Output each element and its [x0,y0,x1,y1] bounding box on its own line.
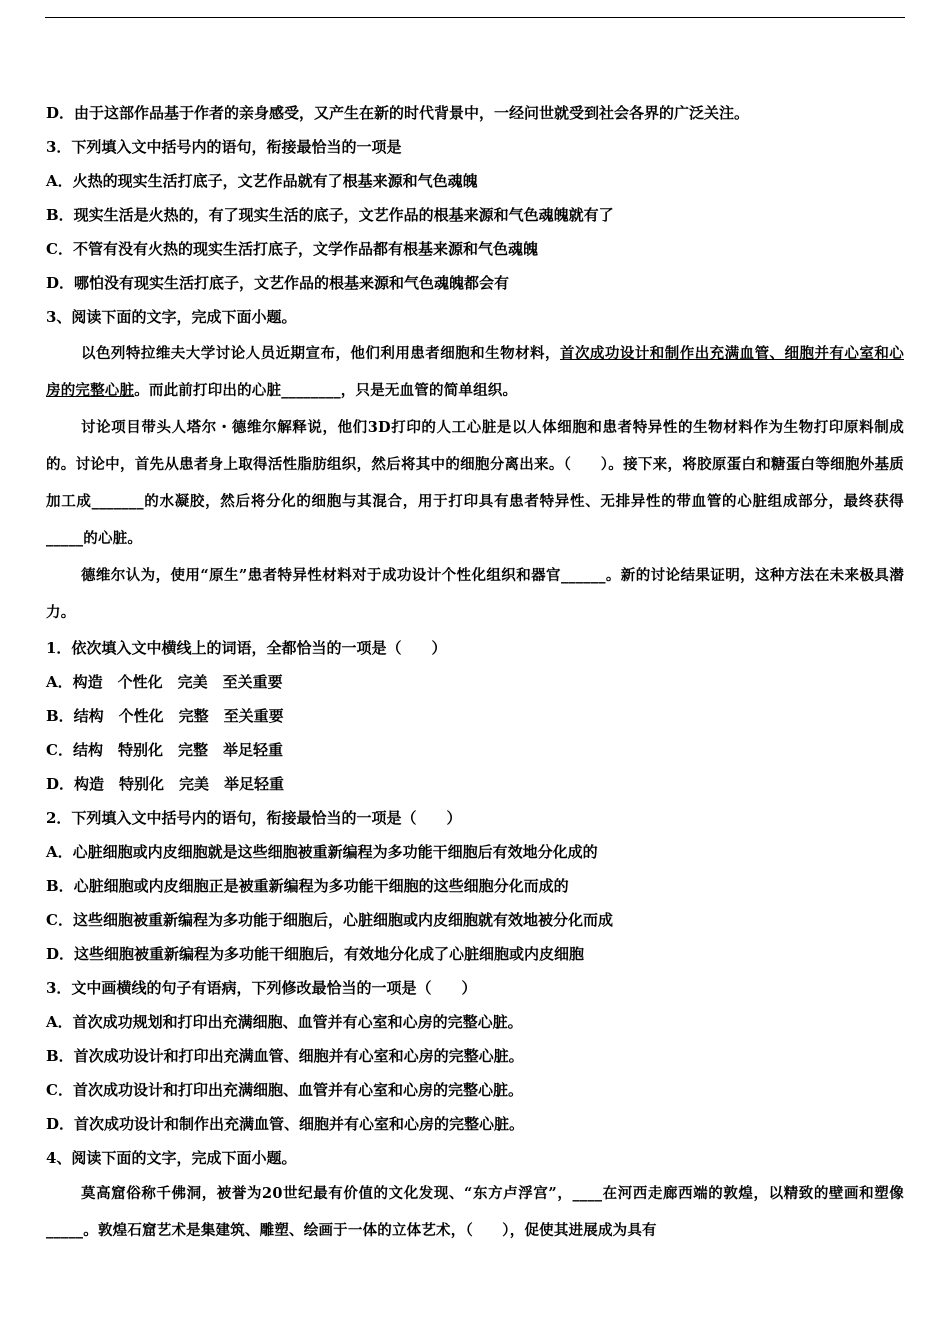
q3-option-c: C．首次成功设计和打印出充满细胞、血管并有心室和心房的完整心脏。 [46,1081,523,1099]
q1-stem: 1．依次填入文中横线上的词语，全都恰当的一项是（ ） [46,639,447,657]
q2-stem: 2．下列填入文中括号内的语句，衔接最恰当的一项是（ ） [46,809,462,827]
q3-stem: 3．文中画横线的句子有语病，下列修改最恰当的一项是（ ） [46,979,477,997]
q1-option-b: B．结构 个性化 完整 至关重要 [46,707,284,725]
option-b: B．现实生活是火热的，有了现实生活的底子，文艺作品的根基来源和气色魂魄就有了 [46,206,614,224]
q3-option-b: B．首次成功设计和打印出充满血管、细胞并有心室和心房的完整心脏。 [46,1047,524,1065]
q3-option-a: A．首次成功规划和打印出充满细胞、血管并有心室和心房的完整心脏。 [46,1013,523,1031]
question-3-stem: 3．下列填入文中括号内的语句，衔接最恰当的一项是 [46,138,402,156]
underlined-sentence: 首次成功设计和制作出充满血管、细胞并有心室和心房的完整心脏 [46,345,904,399]
passage-4 [46,1175,904,1249]
q2-option-a: A．心脏细胞或内皮细胞就是这些细胞被重新编程为多功能干细胞后有效地分化成的 [46,843,598,861]
option-a: A．火热的现实生活打底子，文艺作品就有了根基来源和气色魂魄 [46,172,478,190]
passage-3-paragraph-2: 讨论项目带头人塔尔・德维尔解释说，他们3D打印的人工心脏是以人体细胞和患者特异性的生物材料作为生物打印原料制成的。讨论中，首先从患者身上取得活性脂肪组织，然后将其中的细胞分离出来。（ ）。接下来，将胶原蛋白和糖蛋白等细胞外基质加工成_______的水凝胶，然后将分化的细胞与其混合，用于打印具有患者特异性、无排异性的带血管的心脏组成部分，最终获得_____的心脏。 [46,419,904,547]
option-d-prev: D．由于这部作品基于作者的亲身感受，又产生在新的时代背景中，一经问世就受到社会各界的广泛关注。 [46,104,750,122]
passage-4-paragraph-1: 莫高窟俗称千佛洞，被誉为20世纪最有价值的文化发现、“东方卢浮宫”，____在河西走廊西端的敦煌，以精致的壁画和塑像 _____。敦煌石窟艺术是集建筑、雕塑、绘画于一体的立体艺术，（ ），促使其进展成为具有 [46,1185,904,1239]
q1-option-d: D．构造 特别化 完美 举足轻重 [46,775,285,793]
document-body [46,96,904,1249]
q2-option-c: C．这些细胞被重新编程为多功能于细胞后，心脏细胞或内皮细胞就有效地被分化而成 [46,911,613,929]
option-d: D．哪怕没有现实生活打底子，文艺作品的根基来源和气色魂魄都会有 [46,274,510,292]
q1-option-c: C．结构 特别化 完整 举足轻重 [46,741,283,759]
section-4-heading: 4、阅读下面的文字，完成下面小题。 [46,1149,297,1167]
q2-option-b: B．心脏细胞或内皮细胞正是被重新编程为多功能干细胞的这些细胞分化而成的 [46,877,569,895]
top-rule [45,17,905,18]
passage-3-paragraph-1: 以色列特拉维夫大学讨论人员近期宣布，他们利用患者细胞和生物材料，首次成功设计和制作出充满血管、细胞并有心室和心房的完整心脏。而此前打印出的心脏________，只是无血管的简单组织。 [46,345,904,399]
option-c: C．不管有没有火热的现实生活打底子，文学作品都有根基来源和气色魂魄 [46,240,538,258]
passage-3 [46,335,904,631]
section-3-heading: 3、阅读下面的文字，完成下面小题。 [46,308,297,326]
passage-3-paragraph-3: 德维尔认为，使用“原生”患者特异性材料对于成功设计个性化组织和器官______。新的讨论结果证明，这种方法在未来极具潜力。 [46,567,904,621]
q3-option-d: D．首次成功设计和制作出充满血管、细胞并有心室和心房的完整心脏。 [46,1115,525,1133]
q1-option-a: A．构造 个性化 完美 至关重要 [46,673,283,691]
q2-option-d: D．这些细胞被重新编程为多功能干细胞后，有效地分化成了心脏细胞或内皮细胞 [46,945,585,963]
